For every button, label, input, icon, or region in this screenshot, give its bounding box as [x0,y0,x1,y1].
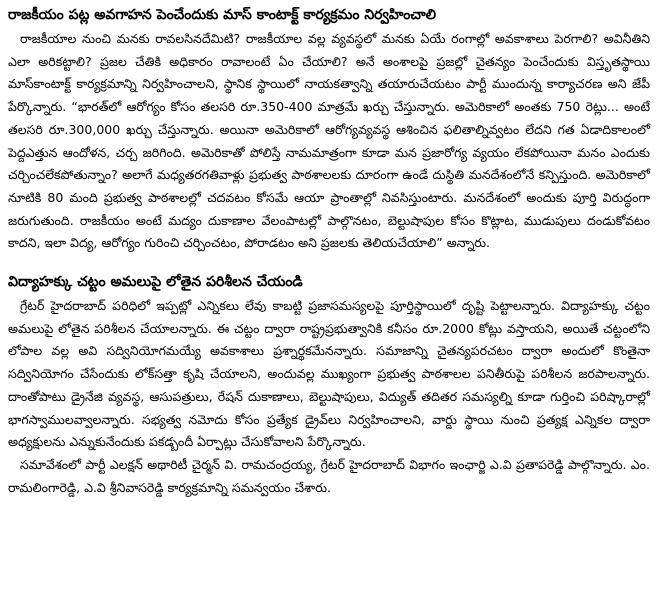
section-heading-political-awareness: రాజకీయం పట్ల అవగాహన పెంచేందుకు మాస్ కాంటాక్ట్ కార్యక్రమం నిర్వహించాలి [8,7,436,23]
section-divider [8,255,650,271]
paragraph-political-awareness: రాజకీయాల నుంచి మనకు రావలసినదేమిటి? రాజకీయాల వల్ల వ్యవస్థలో మనకు ఏయే రంగాల్లో అవకాశాలు పెరగాలి? అవినీతిని ఎలా అరికట్టాలి? ప్రజల చేతికి అధికారం రావాలంటే ఏం చేయాలి? అనే అంశాలపై ప్రజల్లో చైతన్యం పెంచేందుకు విస్తృతస్థాయి మాస్‌కాంటాక్ట్ కార్యక్రమాన్ని నిర్వహించాలని, స్థానిక స్థాయిలో నాయకత్వాన్ని తయారుచేయటం పార్టీ ముందున్న కార్యాచరణ అని జేపీ పేర్కొన్నారు. “భారత్‌లో ఆరోగ్యం కోసం తలసరి రూ.350-400 మాత్రమే ఖర్చు చేస్తున్నారు. అమెరికాలో అంతకు 750 రెట్లు... అంటే తలసరి రూ.300,000 ఖర్చు చేస్తున్నారు. అయినా అమెరికాలో ఆరోగ్యవ్యవస్థ ఆశించిన ఫలితాల్నివ్వటం లేదని గత ఏడాదికాలంలో పెద్దఎత్తున ఆందోళన, చర్చ జరిగింది. అమెరికాతో పోలిస్తే నామమాత్రంగా కూడా మన ప్రజారోగ్య వ్యయం లేకపోయినా మనం ఎందుకు చర్చించలేకపోతున్నాం? అలాగే మధ్యతరగతివాళ్లు ప్రభుత్వ పాఠశాలలకు దూరంగా ఉండే దుస్థితి మనదేశంలోనే కన్పిస్తుంది. అమెరికాలో నూటికి 80 మంది ప్రభుత్వ పాఠశాలల్లో చదవటం కోసమే ఆయా ప్రాంతాల్లో నివసిస్తుంటారు. మనదేశంలో అందుకు పూర్తి విరుద్ధంగా జరుగుతుంది. రాజకీయం అంటే మద్యం దుకాణాల వేలంపాటల్లో పాల్గొనటం, బెల్టుషాపుల కోసం కొట్లాట, ముడుపులు దండుకోవటం కాదని, ఇలా విద్య, ఆరోగ్యం గురించి చర్చించటం, పోరాడటం అని ప్రజలకు తెలియచేయాలి” అన్నారు. [8,31,650,251]
paragraph-right-to-education: గ్రేటర్ హైదరాబాద్ పరిధిలో ఇప్పట్లో ఎన్నికలు లేవు కాబట్టి ప్రజాసమస్యలపై పూర్తిస్థాయిలో దృష్టి పెట్టాలన్నారు. విద్యాహక్కు చట్టం అమలుపై లోతైన పరిశీలన చేయాలన్నారు. ఈ చట్టం ద్వారా రాష్ట్రప్రభుత్వానికి కనీసం రూ.2000 కోట్లు వస్తాయని, అయితే చట్టంలోని లోపాల వల్ల అవి సద్వినియోగమయ్యే అవకాశాలు ప్రశ్నార్థకమేనన్నారు. సమాజాన్ని చైతన్యపరచటం ద్వారా అందులో కొంతైనా సద్వినియోగం చేసేందుకు లోక్‌సత్తా కృషి చేయాలని, అందువల్ల ముఖ్యంగా ప్రభుత్వ పాఠశాలల పనితీరుపై పరిశీలన జరపాలన్నారు. దాంతోపాటు డ్రైనేజి వ్యవస్థ, ఆసుపత్రులు, రేషన్ దుకాణాలు, బెల్టుషాపులు, విద్యుత్ తదితర సమస్యల్ని కూడా గుర్తించి పరిష్కారాల్లో భాగస్వాములవ్వాలన్నారు. సభ్యత్వ నమోదు కోసం ప్రత్యేక డ్రైవ్‌లు నిర్వహించాలని, వార్డు స్థాయి నుంచి ప్రత్యక్ష ఎన్నికల ద్వారా అధ్యక్షులను ఎన్నుకునేందుకు పకడ్బందీ ఏర్పాట్లు చేసుకోవాలని పేర్కొన్నారు. [8,298,650,450]
paragraph-meeting-participants: సమావేశంలో పార్టీ ఎలక్షన్ అథారిటీ చైర్మన్ వి. రామచంద్రయ్య, గ్రేటర్ హైదరాబాద్ విభాగం ఇంఛార్జి ఎ.వి ప్రతాపరెడ్డి పాల్గొన్నారు. ఎం. రామలింగారెడ్డి, ఎ.వి శ్రీనివాసరెడ్డి కార్యక్రమాన్ని సమన్వయం చేశారు. [8,456,650,495]
section-heading-right-to-education: విద్యాహక్కు చట్టం అమలుపై లోతైన పరిశీలన చేయండి [8,274,303,291]
